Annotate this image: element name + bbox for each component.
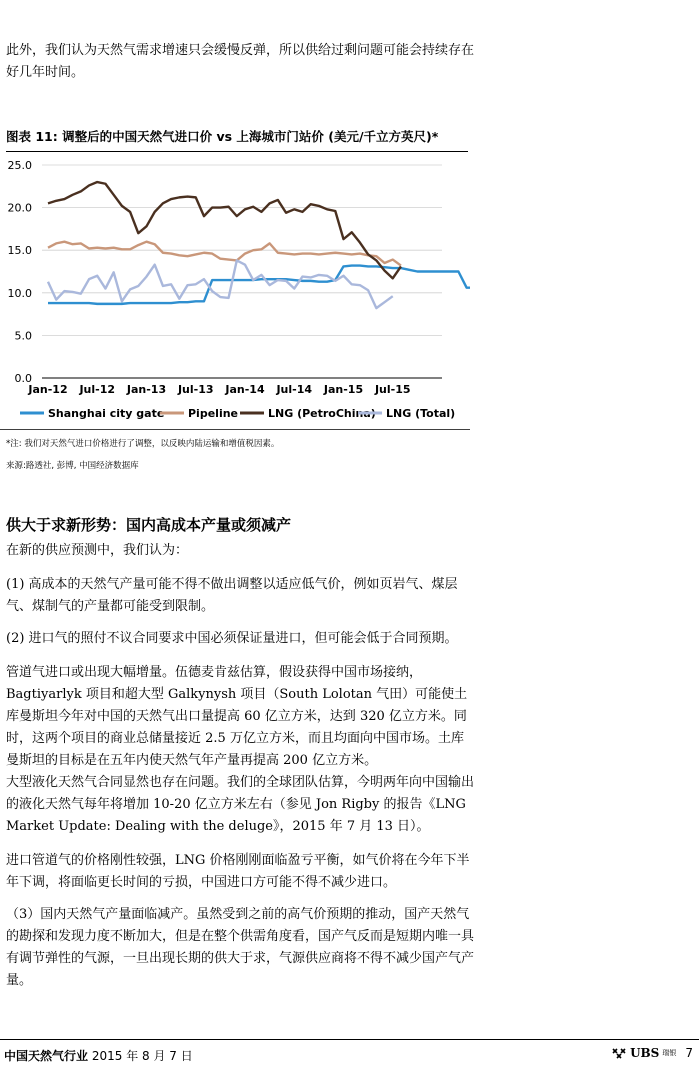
footer-date: 2015 年 8 月 7 日: [91, 1049, 193, 1063]
y-tick-label: 15.0: [7, 244, 32, 258]
x-tick-label: Jul-14: [276, 383, 313, 396]
footer-report-name: 中国天然气行业: [4, 1049, 89, 1063]
legend-label: Pipeline: [188, 407, 238, 420]
paragraph-2: (1) 高成本的天然气产量可能不得不做出调整以适应低气价，例如页岩气、煤层气、煤制气的产量都可能受到限制。: [6, 577, 458, 614]
y-tick-label: 10.0: [7, 286, 32, 300]
ubs-logo-text: UBS: [630, 1046, 660, 1060]
legend-label: LNG (PetroChina): [268, 407, 376, 420]
section-heading: 供大于求新形势：国内高成本产量或须减产: [6, 516, 292, 534]
x-tick-label: Jan-15: [323, 383, 364, 396]
series-lines: [48, 182, 470, 308]
footer-brand: [611, 1046, 693, 1060]
paragraph-5: 大型液化天然气合同显然也存在问题。我们的全球团队估算，今明两年向中国输出的液化天然气每年将增加 10-20 亿立方米左右（参见 Jon Rigby 的报告《LNG Market Update: Dealing with the deluge》，2015 年 7 月 13 日）。: [6, 775, 475, 834]
series-line: [48, 242, 401, 266]
figure-footnote: *注: 我们对天然气进口价格进行了调整，以反映内陆运输和增值税因素。: [6, 439, 280, 449]
ubs-keys-icon: [611, 1047, 627, 1059]
series-line: [48, 182, 401, 278]
y-tick-label: 25.0: [7, 159, 32, 172]
y-axis-tick-labels: [8, 159, 33, 385]
ubs-logo-subtext: 瑞银: [662, 1049, 677, 1057]
footer-report-info: [4, 1047, 193, 1064]
figure-source: 来源:路透社, 彭博, 中国经济数据库: [6, 461, 139, 471]
paragraph-4: 管道气进口或出现大幅增量。伍德麦肯兹估算，假设获得中国市场接纳，Bagtiyarlyk 项目和超大型 Galkynysh 项目（South Lolotan 气田）可能使土库曼斯坦今年对中国的天然气出口量提高 60 亿立方米，达到 320 亿立方米。同时，这两个项目的商业总储量接近 2.5 万亿立方米，而且均面向中国市场。土库曼斯坦的目标是在五年内使天然气年产量再提高 200 亿立方米。: [6, 665, 468, 768]
x-tick-label: Jul-13: [177, 383, 214, 396]
paragraph-6: 进口管道气的价格刚性较强，LNG 价格刚刚面临盈亏平衡，如气价将在今年下半年下调，将面临更长时间的亏损，中国进口方可能不得不减少进口。: [6, 853, 470, 890]
intro-paragraph: 此外，我们认为天然气需求增速只会缓慢反弹，所以供给过剩问题可能会持续存在好几年时间。: [6, 43, 475, 80]
page-number: 7: [685, 1046, 693, 1060]
x-tick-label: Jan-13: [126, 383, 167, 396]
y-tick-label: 0.0: [14, 372, 32, 385]
x-tick-label: Jan-14: [225, 383, 265, 396]
series-line: [48, 260, 393, 308]
x-tick-label: Jul-15: [374, 383, 411, 396]
y-tick-label: 5.0: [14, 329, 32, 343]
paragraph-1: 在新的供应预测中，我们认为：: [6, 543, 189, 558]
y-tick-label: 20.0: [7, 201, 32, 215]
chart-legend: [0, 407, 470, 430]
figure-title: 图表 11: 调整后的中国天然气进口价 vs 上海城市门站价 (美元/千立方英尺)*: [6, 127, 468, 152]
x-tick-label: Jul-12: [79, 383, 116, 396]
chart-grid: [42, 165, 442, 378]
legend-label: LNG (Total): [386, 407, 456, 420]
paragraph-3: (2) 进口气的照付不议合同要求中国必须保证量进口，但可能会低于合同预期。: [6, 631, 458, 646]
series-line: [48, 266, 470, 304]
x-tick-label: Jan-12: [28, 383, 68, 396]
paragraph-7: （3）国内天然气产量面临减产。虽然受到之前的高气价预期的推动，国产天然气的勘探和发现力度不断加大，但是在整个供需角度看，国产气反而是短期内唯一具有调节弹性的气源，一旦出现长期的供大于求，气源供应商将不得不减少国产气产量。: [6, 907, 475, 988]
legend-label: Shanghai city gate: [48, 407, 165, 420]
line-chart: [0, 150, 470, 430]
footer-divider: [0, 1039, 699, 1040]
x-axis-tick-labels: [27, 383, 410, 396]
